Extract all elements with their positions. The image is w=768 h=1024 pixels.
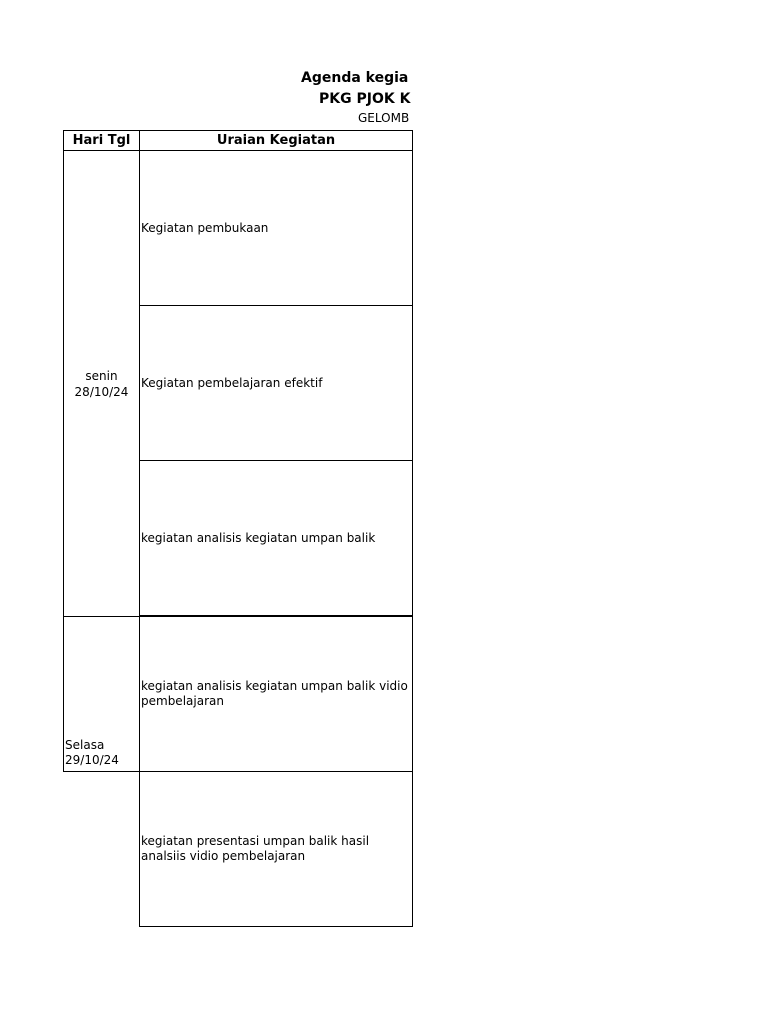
day-cell-monday — [63, 150, 140, 617]
day-date: 28/10/24 — [74, 384, 129, 399]
activity-text: kegiatan analisis kegiatan umpan balik — [141, 530, 376, 545]
day-cell-tuesday — [63, 616, 140, 772]
title-line-1: Agenda kegia — [301, 70, 409, 86]
activity-text: kegiatan analisis kegiatan umpan balik vidio pembelajaran — [141, 679, 408, 708]
document-title-block — [0, 66, 412, 128]
activity-cell — [139, 150, 413, 306]
activity-text: kegiatan presentasi umpan balik hasil analsiis vidio pembelajaran — [141, 834, 370, 863]
title-line-2: PKG PJOK K — [319, 91, 411, 107]
title-line-3: GELOMB — [358, 111, 410, 125]
activity-text: Kegiatan pembelajaran efektif — [141, 375, 323, 390]
activity-cell — [139, 616, 413, 772]
activity-cell — [139, 305, 413, 461]
header-hari-tgl: Hari Tgl — [63, 130, 140, 151]
day-name: Selasa — [65, 738, 105, 752]
day-cell-tuesday-text — [65, 738, 119, 768]
activity-cell — [139, 771, 413, 927]
activity-text: Kegiatan pembukaan — [141, 220, 269, 235]
activity-cell — [139, 460, 413, 616]
day-date: 29/10/24 — [65, 753, 119, 767]
day-name: senin — [85, 368, 118, 383]
header-uraian-kegiatan: Uraian Kegiatan — [139, 130, 413, 151]
day-cell-monday-text — [75, 368, 129, 400]
